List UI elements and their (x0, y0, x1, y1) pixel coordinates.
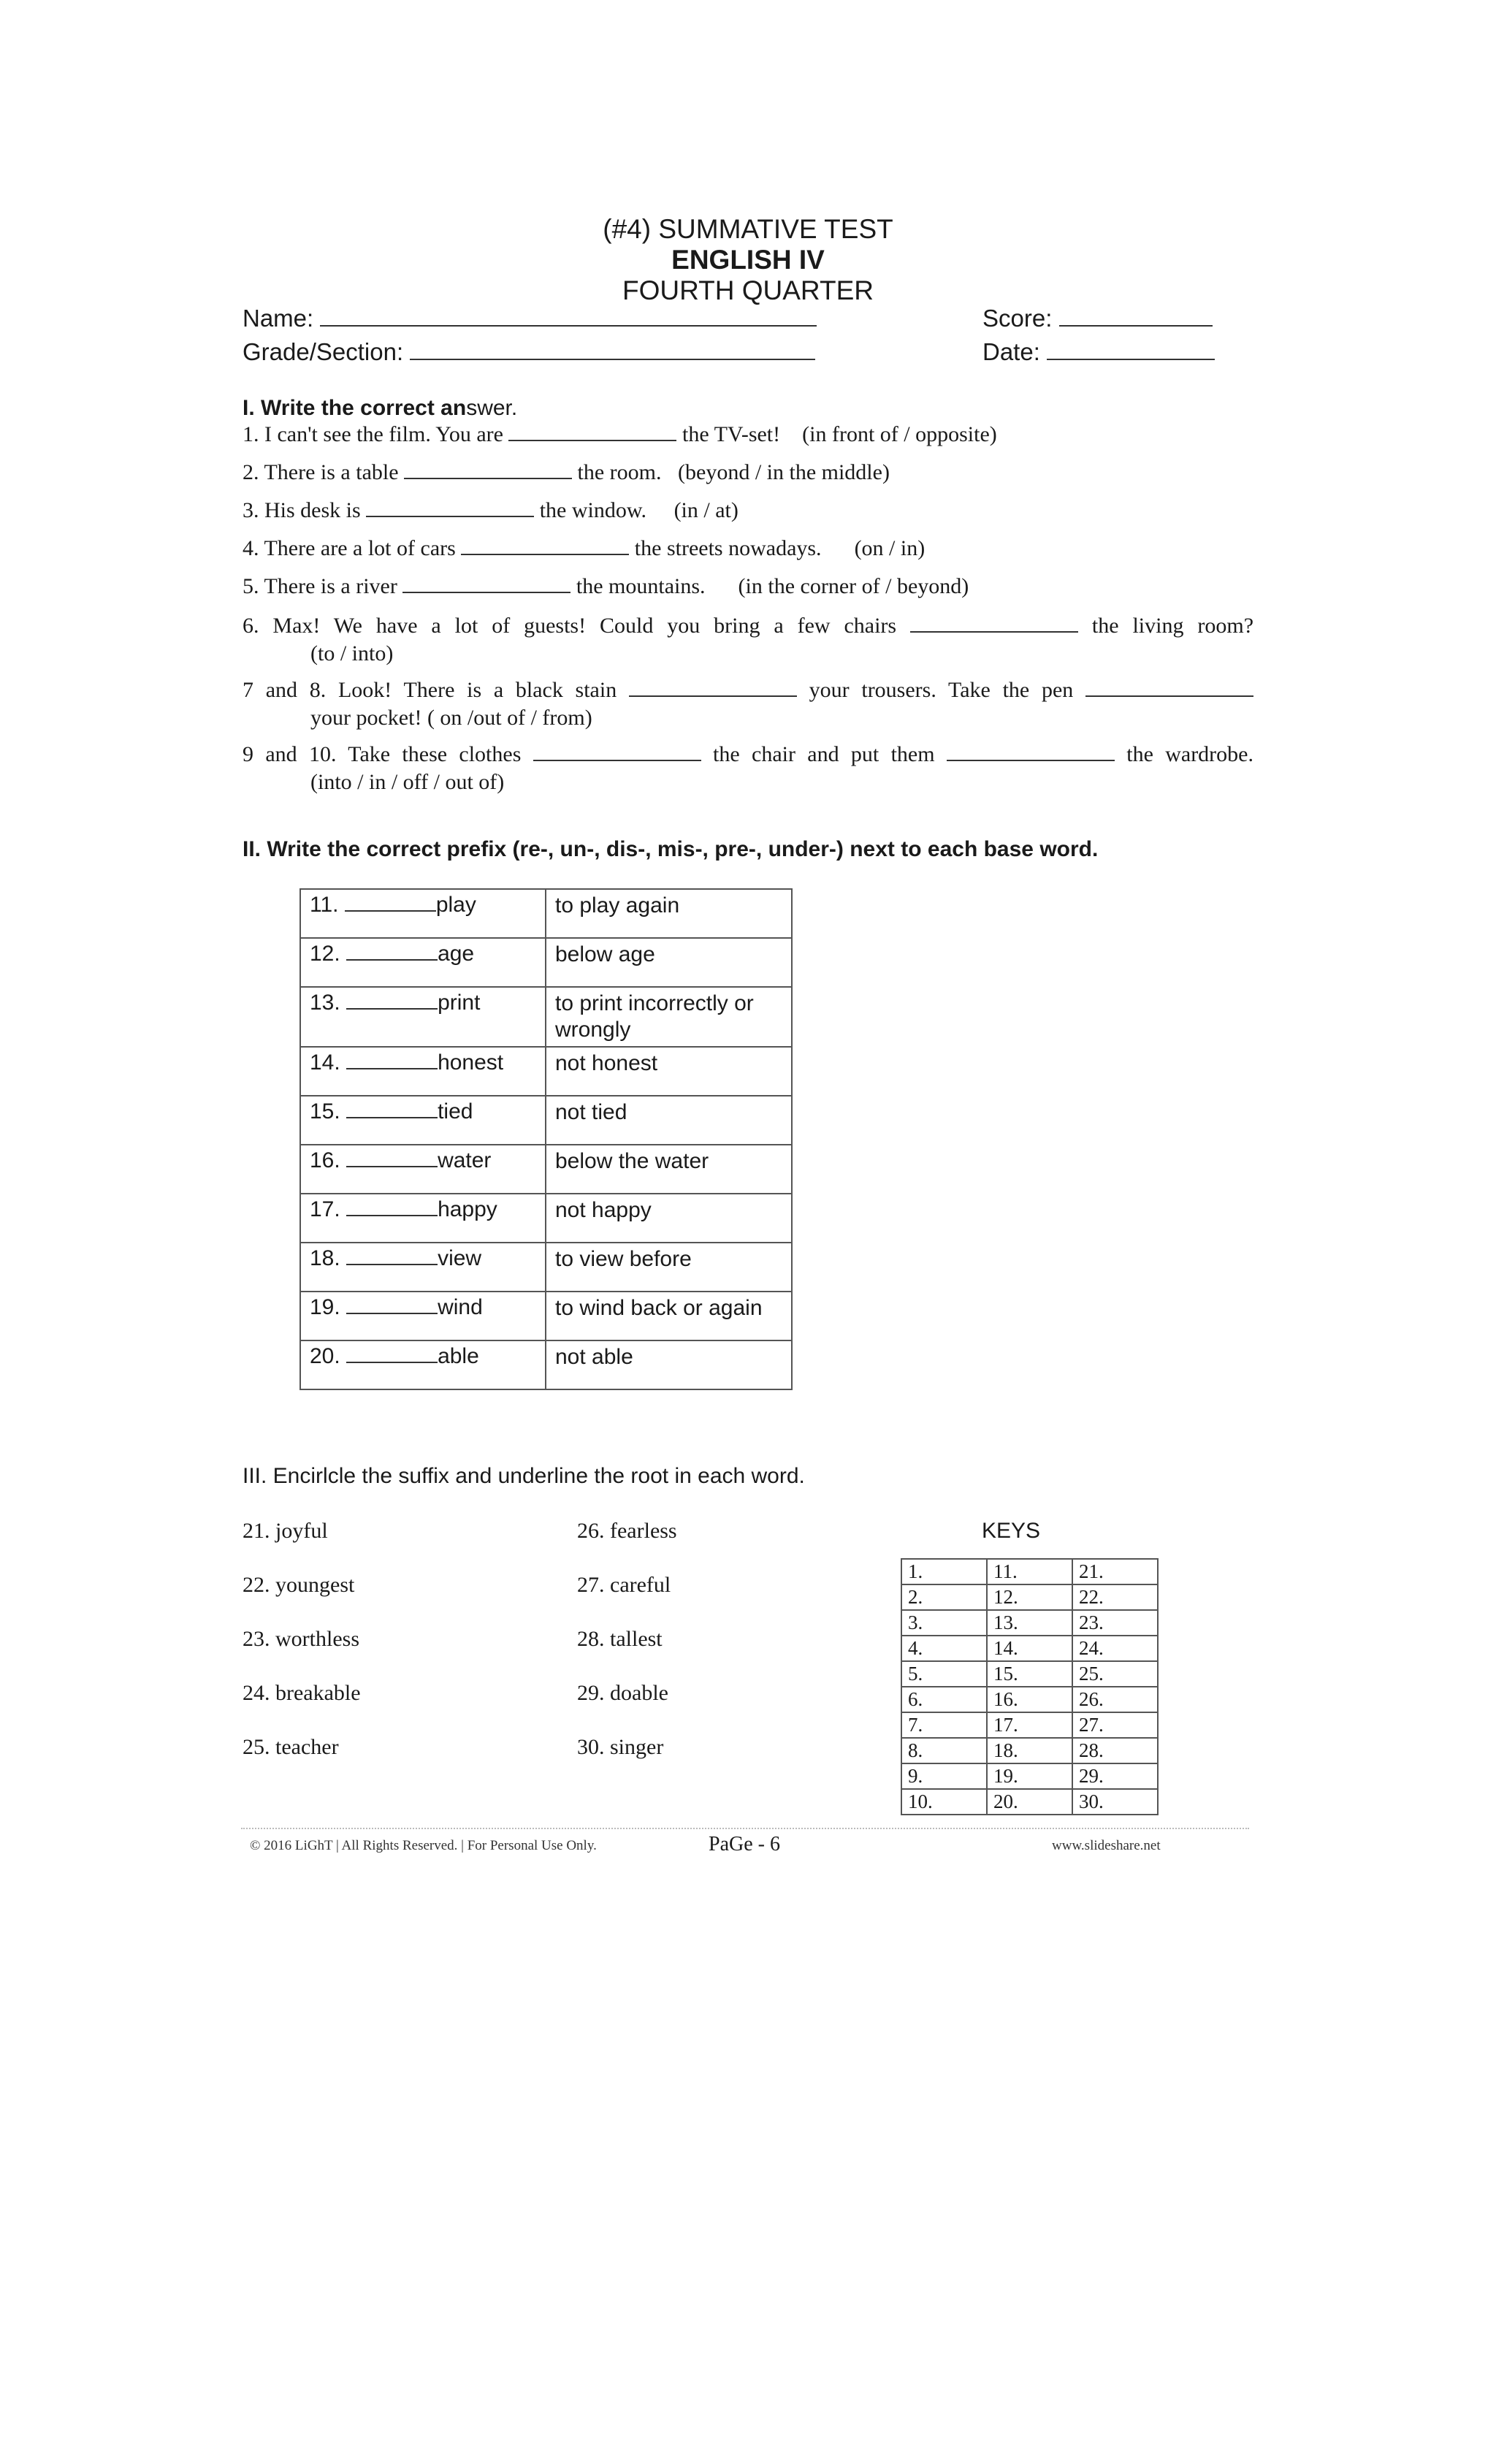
score-blank (1059, 308, 1213, 327)
prefix-item: 18. view (300, 1243, 546, 1292)
list-item: 25. teacher (243, 1735, 339, 1759)
table-row (901, 1636, 1158, 1661)
question-6-options: (to / into) (310, 641, 394, 665)
key-cell: 14. (987, 1636, 1072, 1661)
prefix-meaning: to view before (546, 1243, 792, 1292)
table-row (901, 1687, 1158, 1712)
name-field (243, 304, 817, 333)
footer-site: www.slideshare.net (1052, 1838, 1161, 1853)
key-cell: 24. (1072, 1636, 1158, 1661)
prefix-item: 19. wind (300, 1292, 546, 1340)
table-row (901, 1712, 1158, 1738)
table-row (300, 987, 792, 1047)
key-cell: 19. (987, 1763, 1072, 1789)
table-row (300, 1096, 792, 1145)
question-5: 5. There is a river the mountains. (in the corner of / beyond) (243, 574, 969, 598)
question-3: 3. His desk is the window. (in / at) (243, 498, 739, 522)
footer-copyright: © 2016 LiGhT | All Rights Reserved. | For Personal Use Only. (250, 1838, 597, 1853)
question-9-10: 9 and 10. Take these clothes the chair and put them the wardrobe. (243, 742, 1253, 766)
suffix-word-list-1 (243, 1517, 361, 1788)
prefix-meaning: not happy (546, 1194, 792, 1243)
key-cell: 15. (987, 1661, 1072, 1687)
section3-title: III. Encirlcle the suffix and underline the root in each word. (243, 1464, 805, 1488)
prefix-item: 12. age (300, 938, 546, 987)
key-cell: 29. (1072, 1763, 1158, 1789)
key-cell: 30. (1072, 1789, 1158, 1815)
score-label: Score: (982, 305, 1053, 332)
key-cell: 12. (987, 1584, 1072, 1610)
table-row (300, 1194, 792, 1243)
list-item: 24. breakable (243, 1681, 361, 1705)
key-cell: 9. (901, 1763, 987, 1789)
key-cell: 18. (987, 1738, 1072, 1763)
prefix-item: 17. happy (300, 1194, 546, 1243)
prefix-table (299, 888, 793, 1390)
prefix-item: 13. print (300, 987, 546, 1047)
prefix-meaning: to play again (546, 889, 792, 938)
question-7-8: 7 and 8. Look! There is a black stain your trousers. Take the pen (243, 676, 1253, 704)
date-blank (1047, 341, 1215, 360)
date-field (982, 337, 1215, 367)
prefix-meaning: not tied (546, 1096, 792, 1145)
table-row (300, 1243, 792, 1292)
grade-label: Grade/Section: (243, 338, 404, 365)
table-row (901, 1763, 1158, 1789)
prefix-meaning: not able (546, 1340, 792, 1389)
key-cell: 1. (901, 1559, 987, 1584)
test-title: (#4) SUMMATIVE TEST (603, 214, 893, 244)
key-cell: 10. (901, 1789, 987, 1815)
key-cell: 27. (1072, 1712, 1158, 1738)
key-cell: 13. (987, 1610, 1072, 1636)
table-row (300, 938, 792, 987)
footer-divider (241, 1828, 1249, 1829)
prefix-meaning: to print incorrectly or wrongly (546, 987, 792, 1047)
key-cell: 2. (901, 1584, 987, 1610)
list-item: 30. singer (577, 1735, 664, 1759)
prefix-meaning: below the water (546, 1145, 792, 1194)
key-cell: 4. (901, 1636, 987, 1661)
key-cell: 22. (1072, 1584, 1158, 1610)
suffix-word-list-2 (577, 1517, 677, 1788)
prefix-meaning: to wind back or again (546, 1292, 792, 1340)
table-row (300, 889, 792, 938)
key-cell: 6. (901, 1687, 987, 1712)
key-cell: 8. (901, 1738, 987, 1763)
question-1: 1. I can't see the film. You are the TV-set! (in front of / opposite) (243, 422, 997, 446)
prefix-item: 16. water (300, 1145, 546, 1194)
key-cell: 21. (1072, 1559, 1158, 1584)
key-cell: 26. (1072, 1687, 1158, 1712)
grade-blank (410, 341, 815, 360)
key-cell: 28. (1072, 1738, 1158, 1763)
key-cell: 17. (987, 1712, 1072, 1738)
key-cell: 11. (987, 1559, 1072, 1584)
key-cell: 23. (1072, 1610, 1158, 1636)
name-blank (320, 308, 817, 327)
date-label: Date: (982, 338, 1040, 365)
list-item: 28. tallest (577, 1627, 663, 1651)
question-4: 4. There are a lot of cars the streets nowadays. (on / in) (243, 536, 926, 560)
list-item: 29. doable (577, 1681, 668, 1705)
page-number: PaGe - 6 (709, 1833, 780, 1855)
list-item: 26. fearless (577, 1519, 677, 1543)
table-row (901, 1559, 1158, 1584)
prefix-item: 15. tied (300, 1096, 546, 1145)
name-label: Name: (243, 305, 314, 332)
question-2: 2. There is a table the room. (beyond / in the middle) (243, 460, 890, 484)
table-row (901, 1661, 1158, 1687)
prefix-meaning: below age (546, 938, 792, 987)
question-9-10-options: (into / in / off / out of) (310, 770, 505, 794)
grade-field (243, 337, 815, 367)
score-field (982, 304, 1213, 333)
table-row (300, 1047, 792, 1096)
table-row (300, 1292, 792, 1340)
question-7-8-options: your pocket! ( on /out of / from) (310, 706, 592, 730)
table-row (300, 1145, 792, 1194)
list-item: 27. careful (577, 1573, 671, 1597)
answer-keys-table (901, 1558, 1159, 1815)
key-cell: 7. (901, 1712, 987, 1738)
keys-title: KEYS (982, 1519, 1041, 1543)
list-item: 22. youngest (243, 1573, 355, 1597)
key-cell: 16. (987, 1687, 1072, 1712)
prefix-meaning: not honest (546, 1047, 792, 1096)
prefix-item: 14. honest (300, 1047, 546, 1096)
question-6: 6. Max! We have a lot of guests! Could you bring a few chairs the living room? (243, 614, 1254, 638)
table-row (901, 1738, 1158, 1763)
prefix-item: 20. able (300, 1340, 546, 1389)
table-row (901, 1610, 1158, 1636)
prefix-item: 11. play (300, 889, 546, 938)
table-row (300, 1340, 792, 1389)
table-row (901, 1789, 1158, 1815)
key-cell: 20. (987, 1789, 1072, 1815)
key-cell: 3. (901, 1610, 987, 1636)
list-item: 23. worthless (243, 1627, 359, 1651)
section1-title: I. Write the correct answer. (243, 396, 518, 420)
section2-title: II. Write the correct prefix (re-, un-, dis-, mis-, pre-, under-) next to each base word. (243, 837, 1099, 861)
list-item: 21. joyful (243, 1519, 328, 1543)
table-row (901, 1584, 1158, 1610)
key-cell: 5. (901, 1661, 987, 1687)
quarter-title: FOURTH QUARTER (622, 275, 874, 305)
subject-title: ENGLISH IV (671, 245, 825, 275)
key-cell: 25. (1072, 1661, 1158, 1687)
